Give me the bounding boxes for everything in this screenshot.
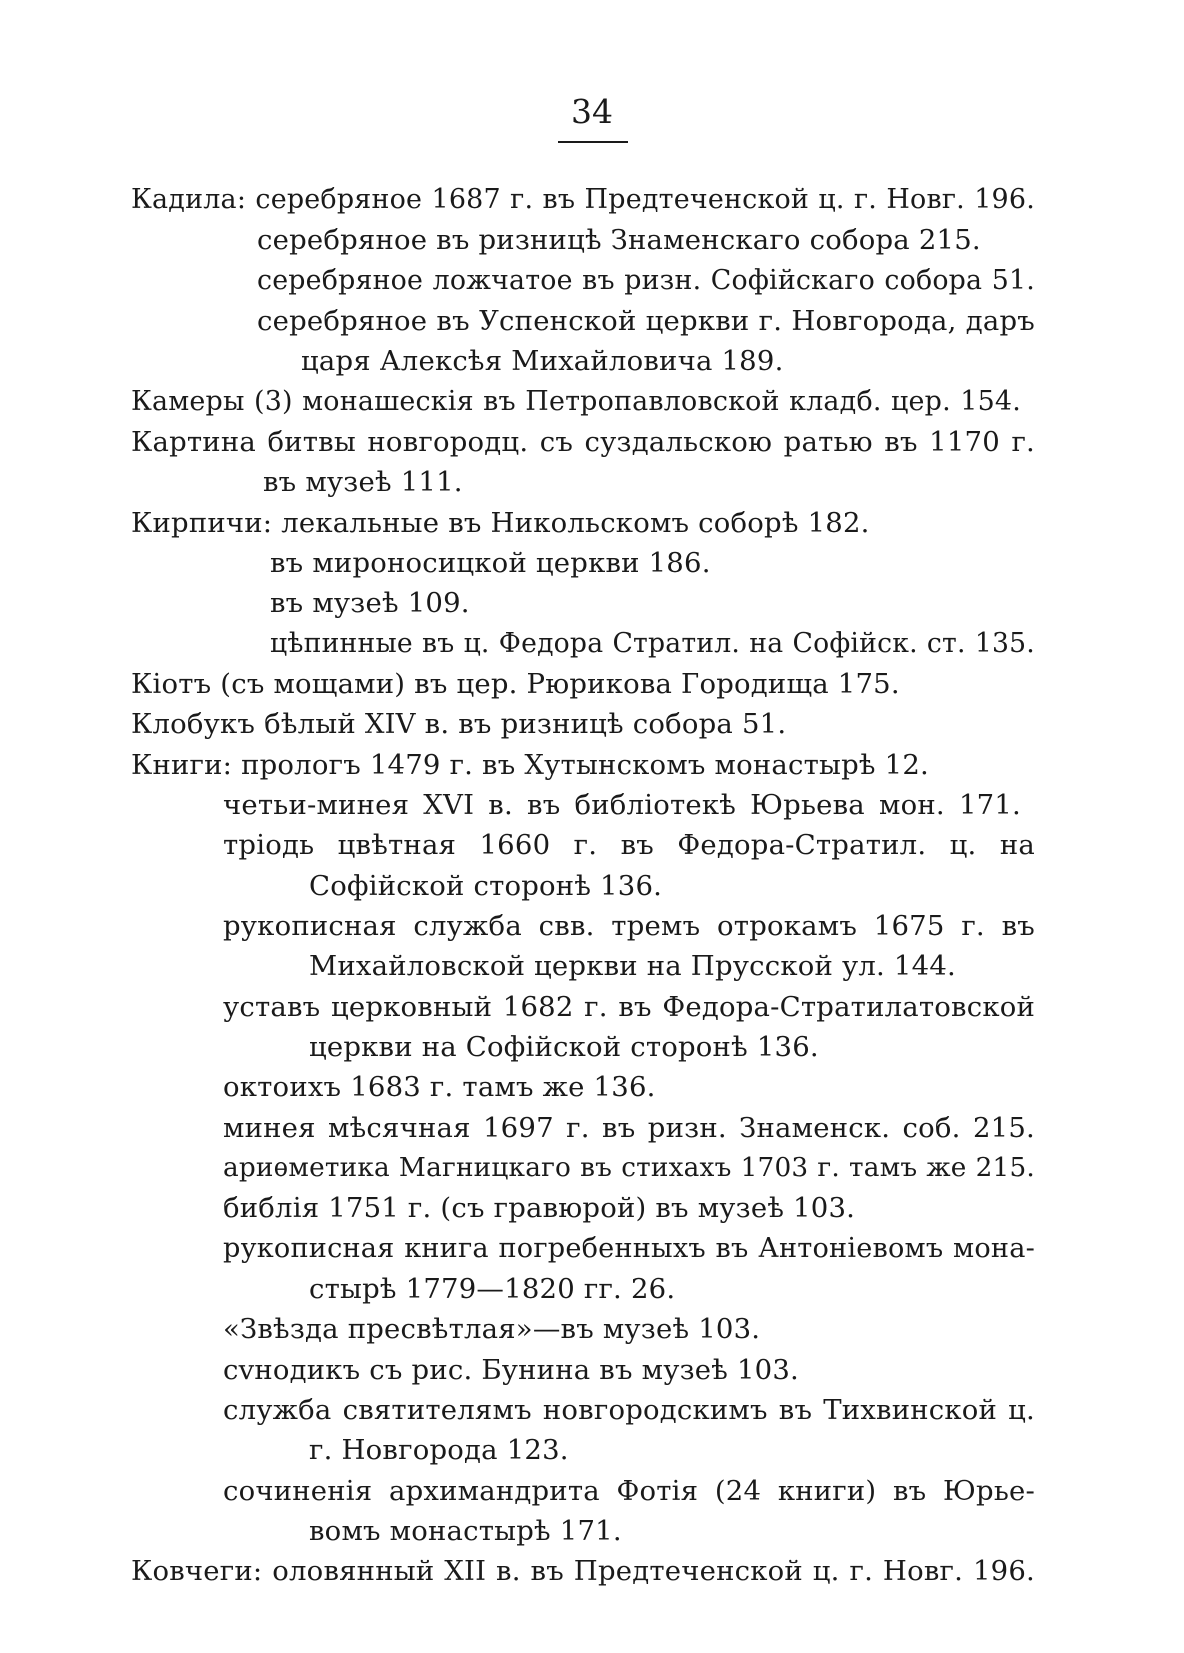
text-line: Михайловской церкви на Прусской ул. 144. [309, 950, 956, 982]
text-line: Ковчеги: оловянный XII в. въ Предтеченской ц. г. Новг. 196. [131, 1555, 1035, 1587]
text-line: церкви на Софійской сторонѣ 136. [309, 1031, 819, 1063]
text-line: Кіотъ (съ мощами) въ цер. Рюрикова Городища 175. [131, 668, 900, 700]
text-line: Камеры (3) монашескія въ Петропавловской кладб. цер. 154. [131, 386, 1021, 417]
text-line: Кадила: серебряное 1687 г. въ Предтеченской ц. г. Новг. 196. [131, 184, 1035, 215]
text-line: служба святителямъ новгородскимъ въ Тихвинской ц. [223, 1394, 1035, 1426]
text-line: г. Новгорода 123. [309, 1434, 569, 1466]
text-line: въ мироносицкой церкви 186. [270, 547, 711, 579]
text-line: въ музеѣ 109. [270, 587, 470, 619]
text-line: рукописная книга погребенныхъ въ Антоніевомъ мона- [223, 1233, 1035, 1264]
text-line: тріодь цвѣтная 1660 г. въ Федора-Стратил. ц. на [223, 829, 1035, 861]
text-line: сочиненія архимандрита Фотія (24 книги) въ Юрье- [223, 1475, 1035, 1507]
page-number: 34 [571, 92, 613, 131]
text-line: четьи-минея XVI в. въ библіотекѣ Юрьева мон. 171. [223, 789, 1021, 821]
text-line: вомъ монастырѣ 171. [309, 1515, 622, 1547]
text-line: царя Алексѣя Михайловича 189. [301, 345, 784, 377]
text-line: серебряное въ ризницѣ Знаменскаго собора 215. [257, 224, 981, 256]
text-line: серебряное ложчатое въ ризн. Софійскаго собора 51. [257, 265, 1035, 296]
page-number-rule [558, 141, 628, 143]
text-line: минея мѣсячная 1697 г. въ ризн. Знаменск. соб. 215. [223, 1112, 1035, 1144]
text-line: Картина битвы новгородц. съ суздальскою ратью въ 1170 г. [131, 426, 1035, 458]
text-line: «Звѣзда пресвѣтлая»—въ музеѣ 103. [223, 1313, 761, 1345]
text-line: Кирпичи: лекальные въ Никольскомъ соборѣ 182. [131, 507, 870, 539]
text-line: серебряное въ Успенской церкви г. Новгорода, даръ [257, 305, 1035, 337]
text-line: ариѳметика Магницкаго въ стихахъ 1703 г. тамъ же 215. [223, 1153, 1035, 1183]
text-line: Софійской сторонѣ 136. [309, 870, 663, 902]
text-line: въ музеѣ 111. [263, 466, 463, 498]
text-line: стырѣ 1779—1820 гг. 26. [309, 1273, 676, 1305]
text-line: сvнодикъ съ рис. Бунина въ музеѣ 103. [223, 1354, 799, 1386]
text-line: уставъ церковный 1682 г. въ Федора-Стратилатовской [223, 991, 1035, 1023]
text-line: библія 1751 г. (съ гравюрой) въ музеѣ 103. [223, 1192, 856, 1224]
text-line: цѣпинные въ ц. Федора Стратил. на Софійск. ст. 135. [270, 628, 1035, 659]
text-line: Клобукъ бѣлый XIV в. въ ризницѣ собора 51. [131, 708, 787, 740]
text-line: Книги: прологъ 1479 г. въ Хутынскомъ монастырѣ 12. [131, 749, 929, 781]
text-line: октоихъ 1683 г. тамъ же 136. [223, 1071, 656, 1103]
text-line: рукописная служба свв. тремъ отрокамъ 1675 г. въ [223, 910, 1035, 942]
